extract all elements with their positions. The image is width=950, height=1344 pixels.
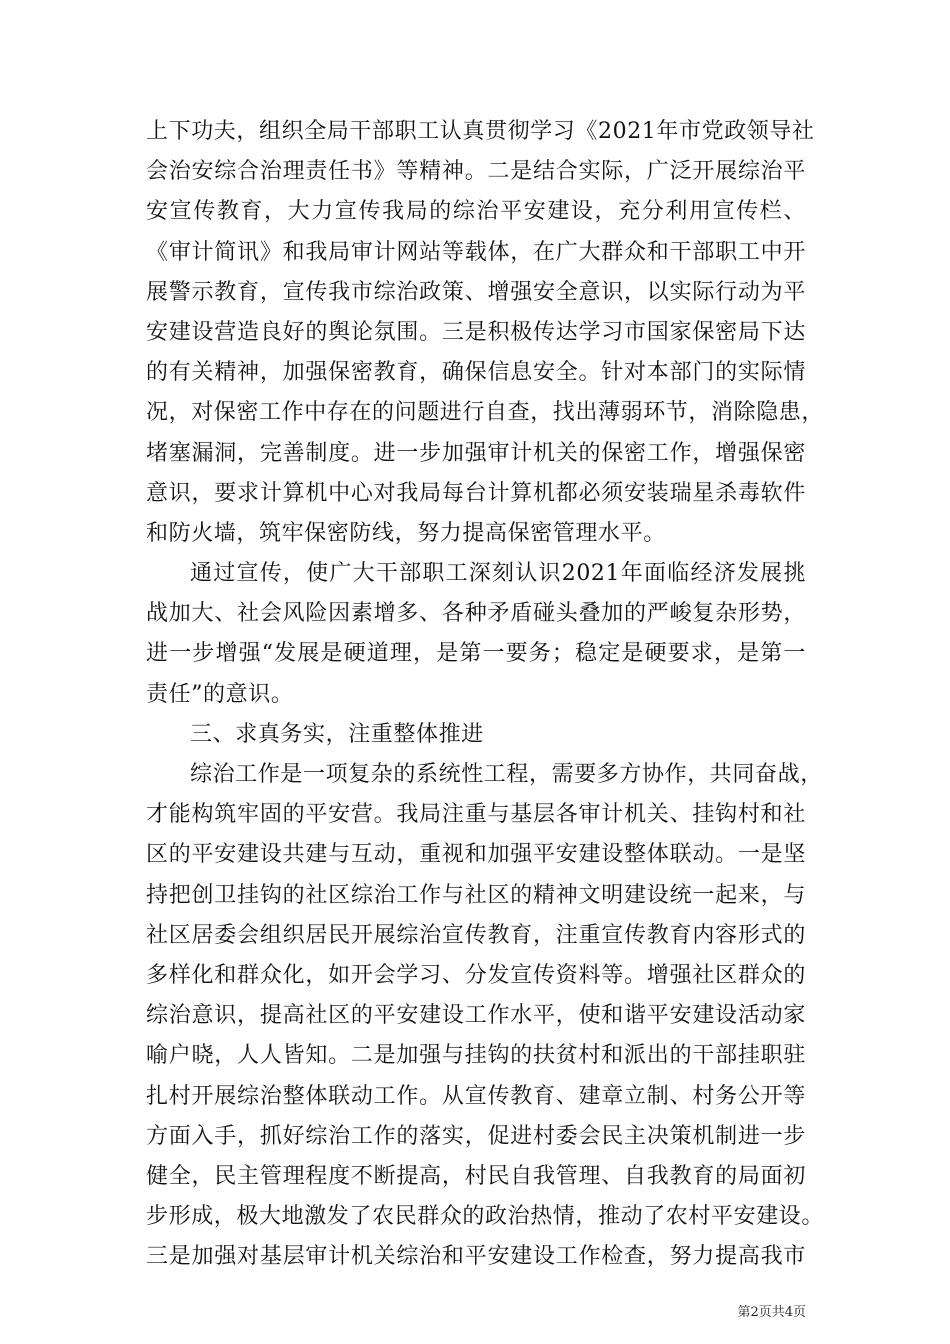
text-line: 三是加强对基层审计机关综治和平安建设工作检查，努力提高我市 bbox=[146, 1244, 806, 1270]
text-line: 安宣传教育，大力宣传我局的综治平安建设，充分利用宣传栏、 bbox=[146, 199, 806, 225]
text-line: 会治安综合治理责任书》等精神。二是结合实际，广泛开展综治平 bbox=[146, 159, 806, 185]
text-line: 健全，民主管理程度不断提高，村民自我管理、自我教育的局面初 bbox=[146, 1163, 806, 1189]
text-line: 况，对保密工作中存在的问题进行自查，找出薄弱环节，消除隐患， bbox=[146, 400, 825, 426]
text-line: 责任”的意识。 bbox=[146, 681, 294, 707]
section-heading: 三、求真务实，注重整体推进 bbox=[190, 721, 484, 747]
text-line: 战加大、社会风险因素增多、各种矛盾碰头叠加的严峻复杂形势， bbox=[146, 601, 806, 627]
text-line: 进一步增强“发展是硬道理，是第一要务；稳定是硬要求，是第一 bbox=[146, 641, 806, 667]
text-line: 才能构筑牢固的平安营。我局注重与基层各审计机关、挂钩村和社 bbox=[146, 802, 806, 828]
text-line: 区的平安建设共建与互动，重视和加强平安建设整体联动。一是坚 bbox=[146, 842, 806, 868]
text-line: 步形成，极大地激发了农民群众的政治热情，推动了农村平安建设。 bbox=[146, 1204, 825, 1230]
text-line: 扎村开展综治整体联动工作。从宣传教育、建章立制、村务公开等 bbox=[146, 1083, 806, 1109]
document-body bbox=[146, 112, 825, 1277]
text-line: 社区居委会组织居民开展综治宣传教育，注重宣传教育内容形式的 bbox=[146, 922, 806, 948]
text-line: 上下功夫，组织全局干部职工认真贯彻学习《2021年市党政领导社 bbox=[146, 119, 815, 144]
text-line: 和防火墙，筑牢保密防线，努力提高保密管理水平。 bbox=[146, 520, 666, 546]
text-line: 综治工作是一项复杂的系统性工程，需要多方协作，共同奋战， bbox=[190, 762, 823, 787]
text-line: 方面入手，抓好综治工作的落实，促进村委会民主决策机制进一步 bbox=[146, 1123, 806, 1149]
page-number: 第2页共4页 bbox=[737, 1305, 806, 1320]
text-line: 意识，要求计算机中心对我局每台计算机都必须安装瑞星杀毒软件 bbox=[146, 480, 806, 506]
text-line: 综治意识，提高社区的平安建设工作水平，使和谐平安建设活动家 bbox=[146, 1003, 806, 1029]
text-line: 喻户晓，人人皆知。二是加强与挂钩的扶贫村和派出的干部挂职驻 bbox=[146, 1043, 806, 1069]
text-line: 《审计简讯》和我局审计网站等载体，在广大群众和干部职工中开 bbox=[146, 239, 806, 265]
text-line: 堵塞漏洞，完善制度。进一步加强审计机关的保密工作，增强保密 bbox=[146, 440, 806, 466]
text-line: 持把创卫挂钩的社区综治工作与社区的精神文明建设统一起来，与 bbox=[146, 882, 806, 908]
text-line: 多样化和群众化，如开会学习、分发宣传资料等。增强社区群众的 bbox=[146, 962, 806, 988]
text-line: 安建设营造良好的舆论氛围。三是积极传达学习市国家保密局下达 bbox=[146, 319, 806, 345]
text-line: 的有关精神，加强保密教育，确保信息安全。针对本部门的实际情 bbox=[146, 360, 806, 386]
text-line: 通过宣传，使广大干部职工深刻认识2021年面临经济发展挑 bbox=[190, 561, 806, 587]
text-line: 展警示教育，宣传我市综治政策、增强安全意识，以实际行动为平 bbox=[146, 279, 806, 305]
